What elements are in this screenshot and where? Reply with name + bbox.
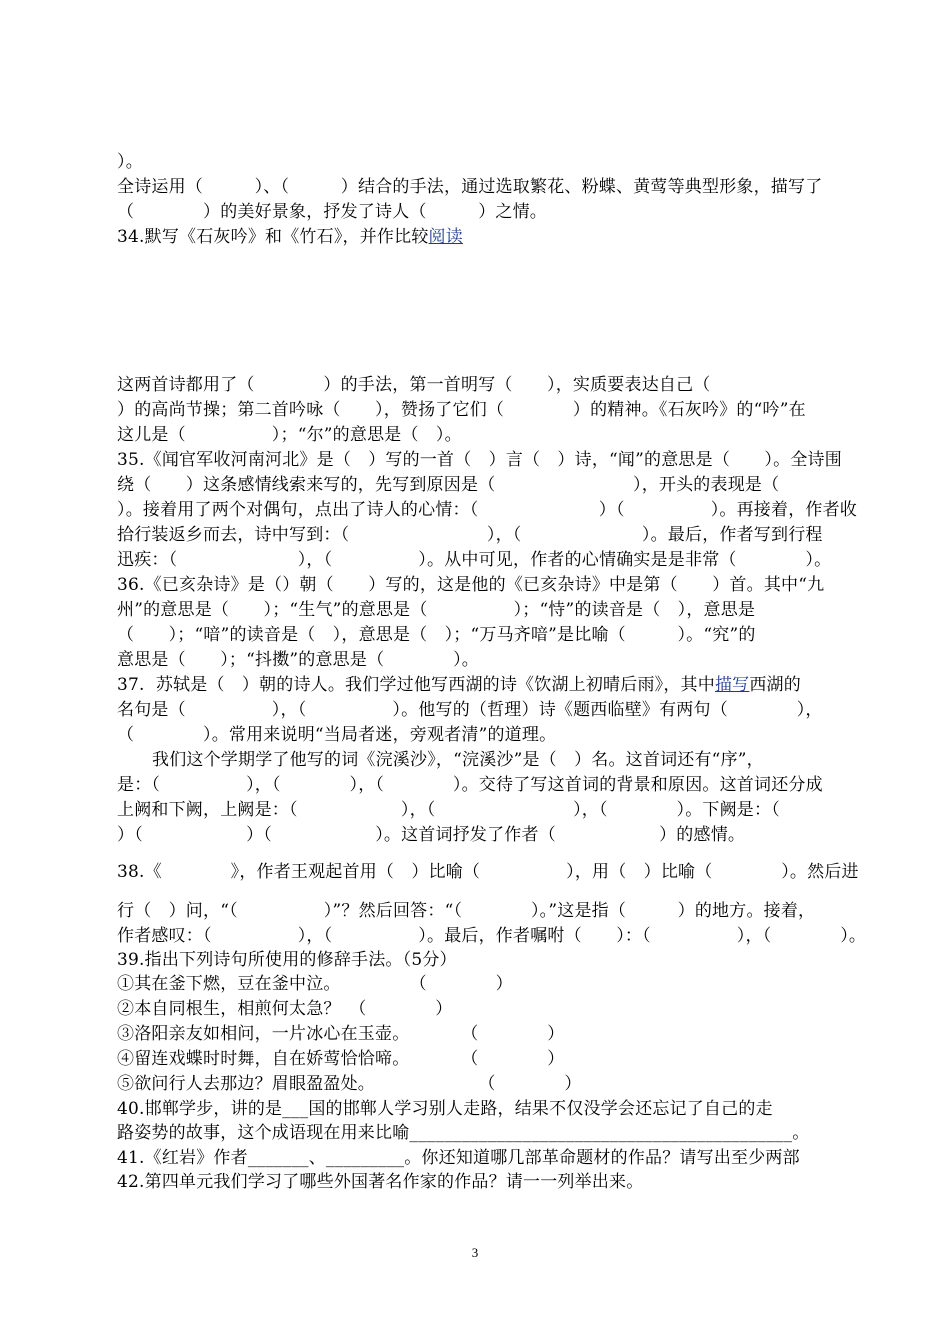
line-text: 州”的意思是（ ）；“生气”的意思是（ ）；“恃”的读音是（ ），意思是 [117, 600, 756, 620]
line-text: 39.指出下列诗句所使用的修辞手法。（5分） [117, 950, 457, 970]
text-line [117, 548, 837, 573]
line-text: 全诗运用（ ）、（ ）结合的手法，通过选取繁花、粉蝶、黄莺等典型形象，描写了 [117, 177, 823, 197]
text-line [117, 1022, 837, 1047]
text-line [117, 924, 867, 949]
line-text: （ ）的美好景象，抒发了诗人（ ）之情。 [117, 202, 547, 222]
text-line [117, 423, 837, 448]
line-text: 迅疾：（ ），（ ）。从中可见，作者的心情确实是是非常（ ）。 [117, 550, 832, 570]
text-line [117, 648, 837, 673]
line-text: ⑤欲问行人去那边？眉眼盈盈处。 （ ） [117, 1074, 582, 1094]
line-text: 作者感叹：（ ），（ ）。最后，作者嘱咐（ ）：（ ），（ ）。 [117, 926, 867, 946]
text-line [117, 723, 837, 748]
line-text: 是：（ ），（ ），（ ）。交待了写这首词的背景和原因。这首词还分成 [117, 775, 823, 795]
line-text: 这儿是（ ）；“尔”的意思是（ ）。 [117, 425, 462, 445]
text-line [117, 523, 837, 548]
line-text: 41.《红岩》作者_______、_________。你还知道哪几部革命题材的作品？请写出至少两部 [117, 1148, 800, 1168]
line-text: 35.《闻官军收河南河北》是（ ）写的一首（ ）言（ ）诗，“闻”的意思是（ ）。全诗围 [117, 450, 842, 470]
line-text: 拾行装返乡而去，诗中写到：（ ），（ ）。最后，作者写到行程 [117, 525, 823, 545]
text-line [117, 823, 837, 848]
text-line [117, 673, 837, 698]
line-text: ）的高尚节操；第二首吟咏（ ），赞扬了它们（ ）的精神。《石灰吟》的“吟”在 [117, 400, 806, 420]
line-text: 40.邯郸学步，讲的是___国的邯郸人学习别人走路，结果不仅没学会还忘记了自己的走 [117, 1099, 773, 1119]
text-line [117, 498, 857, 523]
line-text: ③洛阳亲友如相问，一片冰心在玉壶。 （ ） [117, 1024, 565, 1044]
text-line [117, 175, 837, 200]
line-text: 36.《已亥杂诗》是（）朝（ ）写的，这是他的《已亥杂诗》中是第（ ）首。其中“九 [117, 575, 825, 595]
line-text: ）（ ）（ ）。这首词抒发了作者（ ）的感情。 [117, 825, 746, 845]
text-line [117, 798, 837, 823]
line-text: ）。接着用了两个对偶句，点出了诗人的心情：（ ）（ ）。再接着，作者收 [117, 500, 857, 520]
line-text: ④留连戏蝶时时舞，自在娇莺恰恰啼。 （ ） [117, 1049, 565, 1069]
line-text-after: 西湖的 [749, 675, 801, 695]
line-text: 名句是（ ），（ ）。他写的（哲理）诗《题西临壁》有两句（ ）， [117, 700, 823, 720]
text-line [117, 623, 837, 648]
text-line [117, 1097, 837, 1122]
line-text: 行（ ）问，“（ ）”？然后回答：“（ ）。”这是指（ ）的地方。接着， [117, 901, 816, 921]
text-line [117, 899, 837, 924]
line-text: 路姿势的故事，这个成语现在用来比喻____________________________________________。 [117, 1123, 810, 1143]
text-line [117, 1072, 837, 1097]
text-line [117, 948, 837, 973]
text-line [117, 473, 837, 498]
line-text: （ ）；“喑”的读音是（ ），意思是（ ）；“万马齐喑”是比喻（ ）。“究”的 [117, 625, 756, 645]
text-line [117, 573, 837, 598]
text-line [117, 997, 837, 1022]
line-text: 绕（ ）这条感情线索来写的，先写到原因是（ ），开头的表现是（ [117, 475, 780, 495]
line-text: 这两首诗都用了（ ）的手法，第一首明写（ ），实质要表达自己（ [117, 375, 711, 395]
line-text: 意思是（ ）；“抖擞”的意思是（ ）。 [117, 650, 479, 670]
text-line [117, 398, 837, 423]
text-line [117, 773, 837, 798]
text-line [117, 1146, 837, 1171]
line-text: 37. 苏轼是（ ）朝的诗人。我们学过他写西湖的诗《饮湖上初晴后雨》，其中 [117, 675, 715, 695]
line-text: ）。 [117, 152, 143, 172]
hyperlink[interactable]: 描写 [714, 675, 750, 695]
hyperlink[interactable]: 阅读 [428, 227, 463, 247]
text-line [117, 972, 837, 997]
line-text: 34.默写《石灰吟》和《竹石》，并作比较 [117, 227, 429, 247]
line-text: ①其在釜下燃，豆在釜中泣。 （ ） [117, 974, 513, 994]
text-line [117, 225, 837, 250]
text-line [117, 1047, 837, 1072]
text-line [117, 200, 837, 225]
text-line [117, 698, 837, 723]
line-text: 38.《 》，作者王观起首用（ ）比喻（ ），用（ ）比喻（ ）。然后进 [117, 862, 859, 882]
text-line [117, 1121, 837, 1146]
line-text: 我们这个学期学了他写的词《浣溪沙》，“浣溪沙”是（ ）名。这首词还有“序”， [152, 750, 764, 770]
text-line [117, 598, 837, 623]
line-text: 上阙和下阙，上阙是：（ ），（ ），（ ）。下阙是：（ [117, 800, 780, 820]
line-text: （ ）。常用来说明“当局者迷，旁观者清”的道理。 [117, 725, 557, 745]
line-text: ②本自同根生，相煎何太急？ （ ） [117, 999, 453, 1019]
line-text: 42.第四单元我们学习了哪些外国著名作家的作品？请一一列举出来。 [117, 1172, 644, 1192]
text-line [117, 150, 837, 175]
text-line [117, 860, 859, 885]
text-line [117, 448, 842, 473]
text-line [117, 1170, 837, 1195]
text-line [117, 373, 837, 398]
text-line [152, 748, 872, 773]
page-number: 3 [471, 1245, 479, 1260]
